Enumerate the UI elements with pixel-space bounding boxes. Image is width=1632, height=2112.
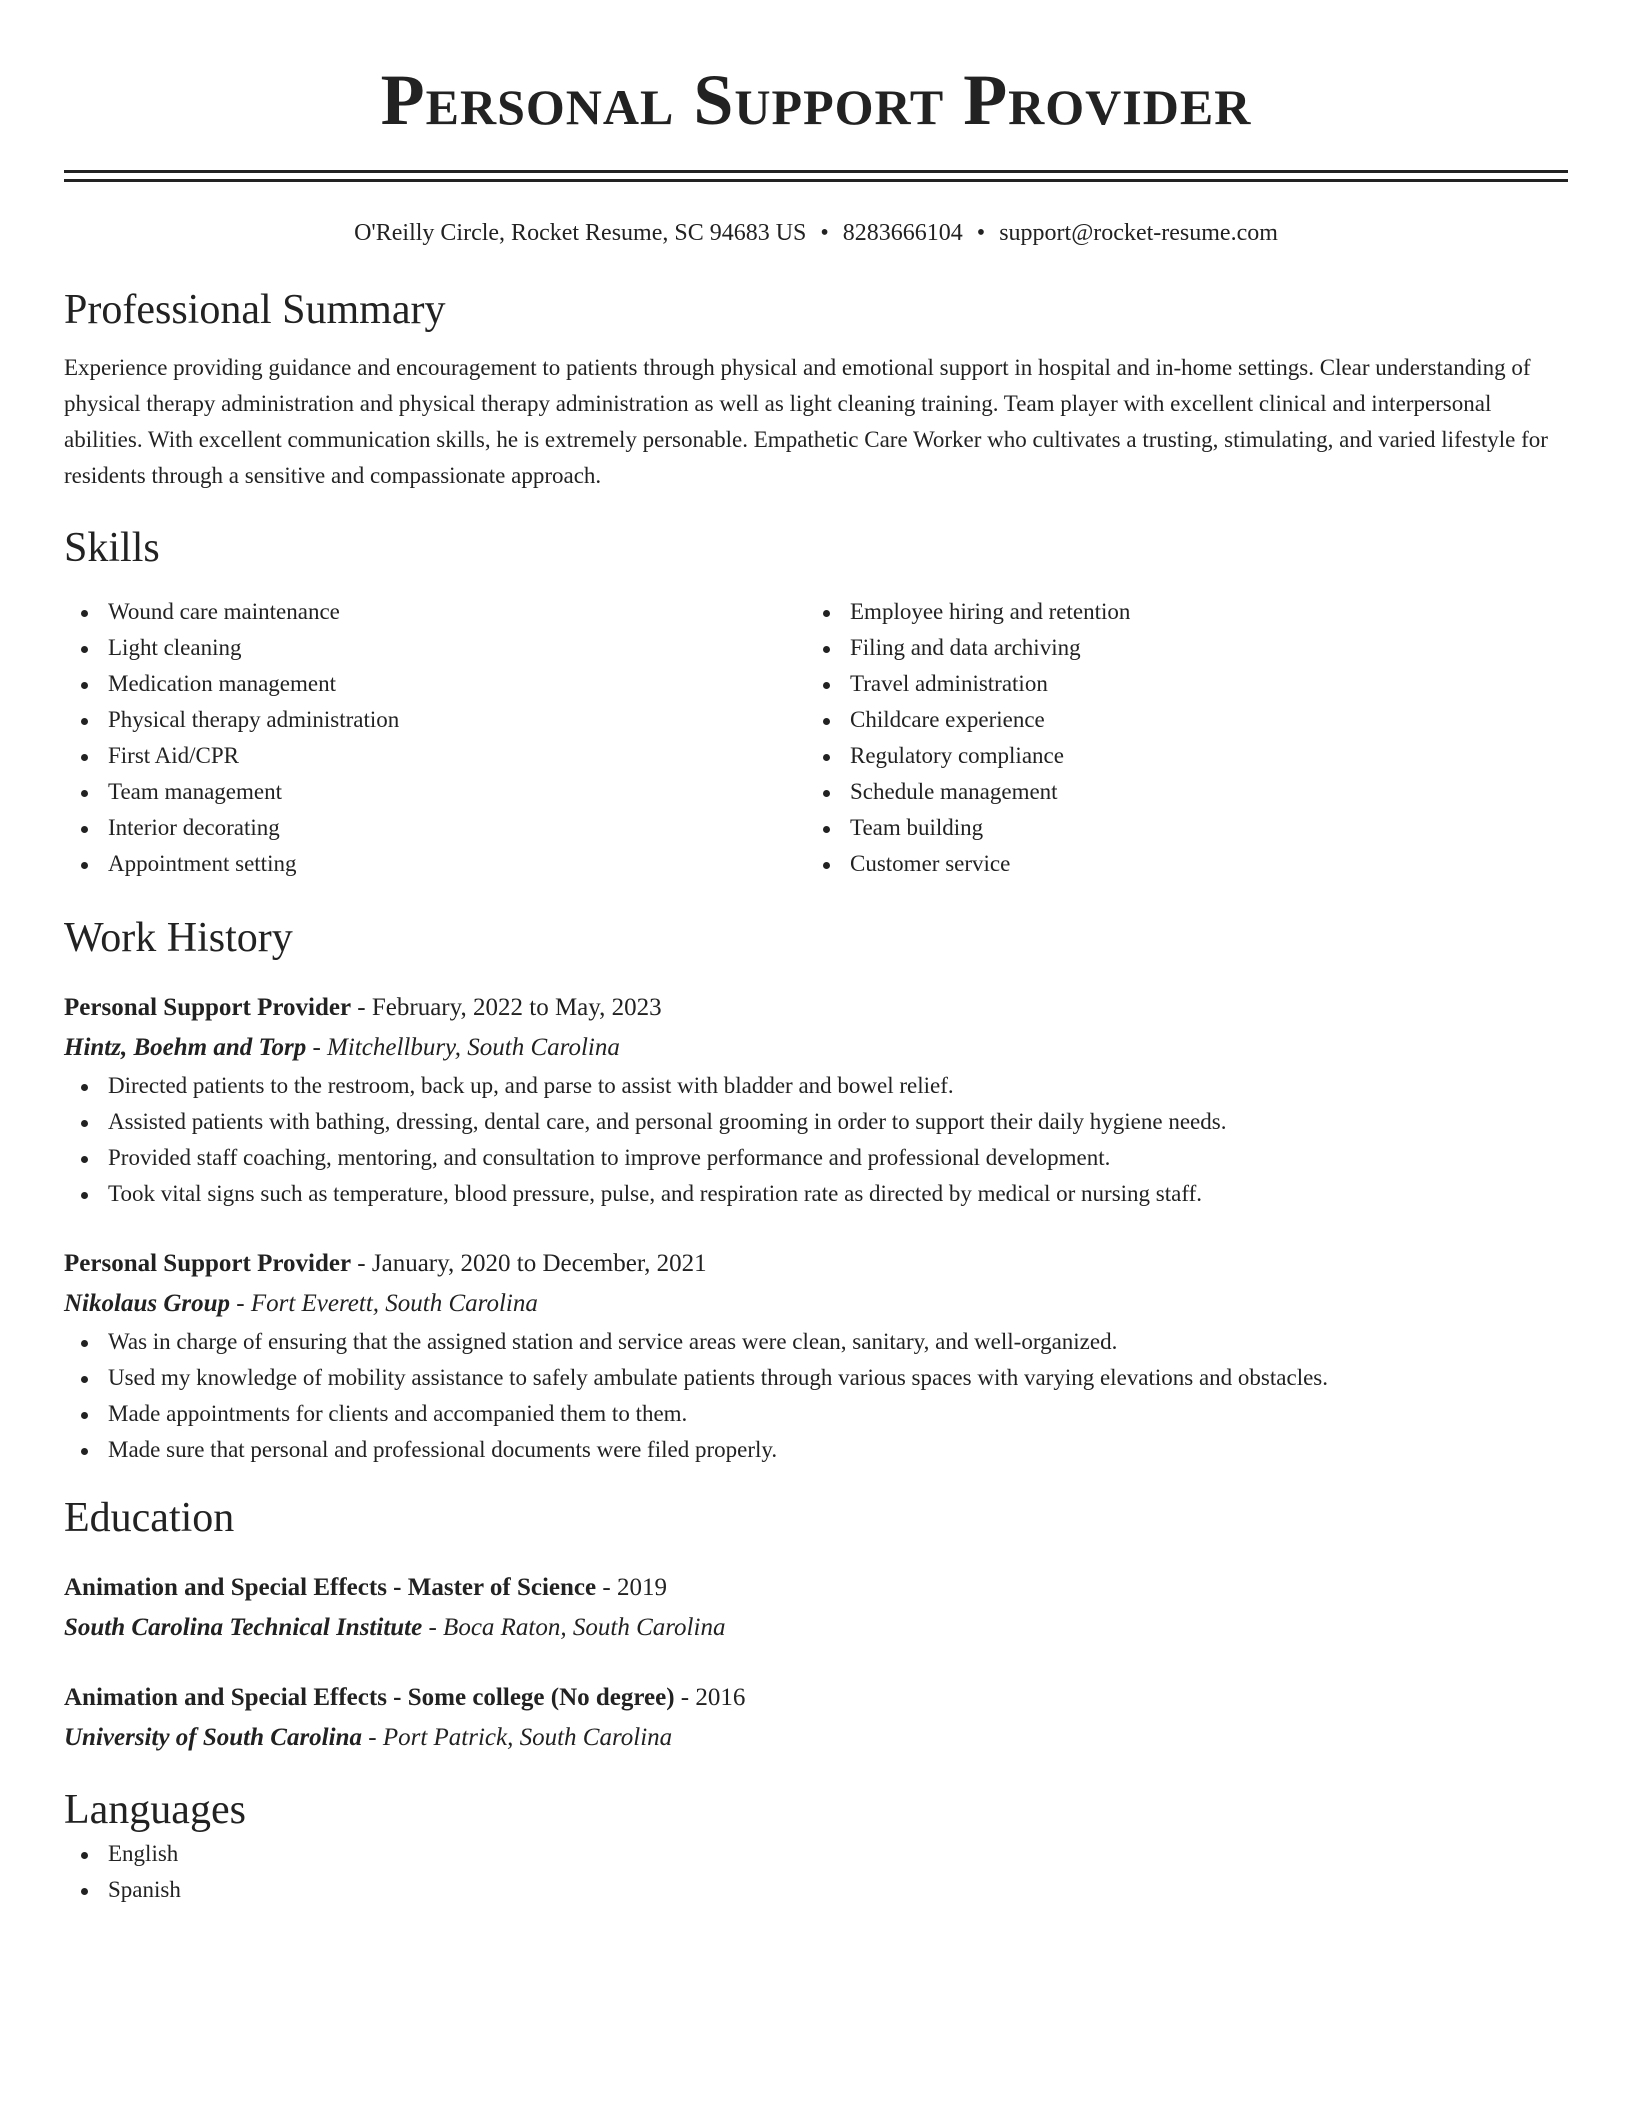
job-entry: [64, 988, 1568, 1212]
skill-item: Team building: [806, 810, 1548, 846]
job-duties-list: [64, 1324, 1568, 1468]
skill-item: First Aid/CPR: [64, 738, 806, 774]
contact-line: [64, 218, 1568, 248]
summary-text: Experience providing guidance and encouragement to patients through physical and emotional support in hospital and in-home settings. Clear understanding of physical therapy administration and physical therapy administration as well as light cleaning training. Team player with excellent clinical and interpersonal abilities. With excellent communication skills, he is extremely personable. Empathetic Care Worker who cultivates a trusting, stimulating, and varied lifestyle for residents through a sensitive and compassionate approach.: [64, 355, 1548, 488]
education-year: 2019: [616, 1574, 667, 1601]
header-divider-bottom: [64, 179, 1568, 182]
skill-item: Light cleaning: [64, 630, 806, 666]
languages-list: [64, 1836, 1568, 1908]
skill-item: Customer service: [806, 846, 1548, 882]
job-duty: Made appointments for clients and accompanied them to them.: [64, 1396, 1568, 1432]
job-location: Fort Everett, South Carolina: [250, 1290, 538, 1317]
education-entry: [64, 1678, 1568, 1758]
work-history-heading: Work History: [64, 915, 293, 961]
education-degree: Animation and Special Effects - Master of Science: [64, 1574, 597, 1601]
education-heading: Education: [64, 1495, 235, 1541]
education-school: University of South Carolina: [64, 1724, 362, 1751]
job-duty: Made sure that personal and professional documents were filed properly.: [64, 1432, 1568, 1468]
education-degree-line: Animation and Special Effects - Master of Science - 2019: [64, 1574, 667, 1601]
job-duty: Assisted patients with bathing, dressing, dental care, and personal grooming in order to support their daily hygiene needs.: [64, 1104, 1568, 1140]
education-degree: Animation and Special Effects - Some college (No degree): [64, 1684, 675, 1711]
skill-item: Childcare experience: [806, 702, 1548, 738]
job-duty: Used my knowledge of mobility assistance to safely ambulate patients through various spaces with varying elevations and obstacles.: [64, 1360, 1568, 1396]
education-location: Port Patrick, South Carolina: [382, 1724, 673, 1751]
contact-separator: •: [820, 220, 829, 246]
skills-grid: [64, 594, 1568, 882]
education-year: 2016: [695, 1684, 746, 1711]
education-school-line: South Carolina Technical Institute - Boca Raton, South Carolina: [64, 1614, 726, 1641]
skill-item: Travel administration: [806, 666, 1548, 702]
skill-item: Filing and data archiving: [806, 630, 1548, 666]
job-location: Mitchellbury, South Carolina: [327, 1034, 620, 1061]
skill-item: Regulatory compliance: [806, 738, 1548, 774]
skill-item: Team management: [64, 774, 806, 810]
job-company-line: Nikolaus Group - Fort Everett, South Carolina: [64, 1290, 538, 1317]
job-company: Hintz, Boehm and Torp: [64, 1034, 307, 1061]
job-duty: Directed patients to the restroom, back up, and parse to assist with bladder and bowel relief.: [64, 1068, 1568, 1104]
contact-address: O'Reilly Circle, Rocket Resume, SC 94683 US: [354, 220, 807, 246]
job-company-line: Hintz, Boehm and Torp - Mitchellbury, South Carolina: [64, 1034, 620, 1061]
job-title-line: Personal Support Provider - January, 2020 to December, 2021: [64, 1250, 707, 1277]
summary-heading: Professional Summary: [64, 287, 446, 333]
skills-list-left: [64, 594, 806, 882]
skill-item: Employee hiring and retention: [806, 594, 1548, 630]
skill-item: Medication management: [64, 666, 806, 702]
job-duty: Took vital signs such as temperature, blood pressure, pulse, and respiration rate as directed by medical or nursing staff.: [64, 1176, 1568, 1212]
job-duty: Provided staff coaching, mentoring, and consultation to improve performance and professional development.: [64, 1140, 1568, 1176]
skill-item: Wound care maintenance: [64, 594, 806, 630]
resume-name: Personal Support Provider: [380, 60, 1252, 140]
skill-item: Interior decorating: [64, 810, 806, 846]
skills-heading: Skills: [64, 525, 160, 571]
job-dates: January, 2020 to December, 2021: [371, 1250, 707, 1277]
job-company: Nikolaus Group: [64, 1290, 231, 1317]
skills-list-right: [806, 594, 1548, 882]
education-location: Boca Raton, South Carolina: [443, 1614, 726, 1641]
job-title-line: Personal Support Provider - February, 2022 to May, 2023: [64, 994, 662, 1021]
language-item: English: [64, 1836, 1568, 1872]
skill-item: Appointment setting: [64, 846, 806, 882]
contact-separator: •: [976, 220, 986, 246]
job-role: Personal Support Provider: [64, 1250, 352, 1277]
job-role: Personal Support Provider: [64, 994, 352, 1021]
language-item: Spanish: [64, 1872, 1568, 1908]
job-duties-list: [64, 1068, 1568, 1212]
skill-item: Physical therapy administration: [64, 702, 806, 738]
education-entry: [64, 1568, 1568, 1648]
job-duty: Was in charge of ensuring that the assigned station and service areas were clean, sanitary, and well-organized.: [64, 1324, 1568, 1360]
skills-column-left: [64, 594, 806, 882]
contact-email: support@rocket-resume.com: [999, 220, 1278, 246]
job-dates: February, 2022 to May, 2023: [371, 994, 662, 1021]
languages-heading: Languages: [64, 1787, 246, 1833]
job-entry: [64, 1244, 1568, 1468]
skills-column-right: [806, 594, 1548, 882]
education-school: South Carolina Technical Institute: [64, 1614, 423, 1641]
contact-phone: 8283666104: [842, 220, 963, 246]
header-divider-top: [64, 170, 1568, 173]
education-degree-line: Animation and Special Effects - Some college (No degree) - 2016: [64, 1684, 746, 1711]
skill-item: Schedule management: [806, 774, 1548, 810]
education-school-line: University of South Carolina - Port Patrick, South Carolina: [64, 1724, 673, 1751]
